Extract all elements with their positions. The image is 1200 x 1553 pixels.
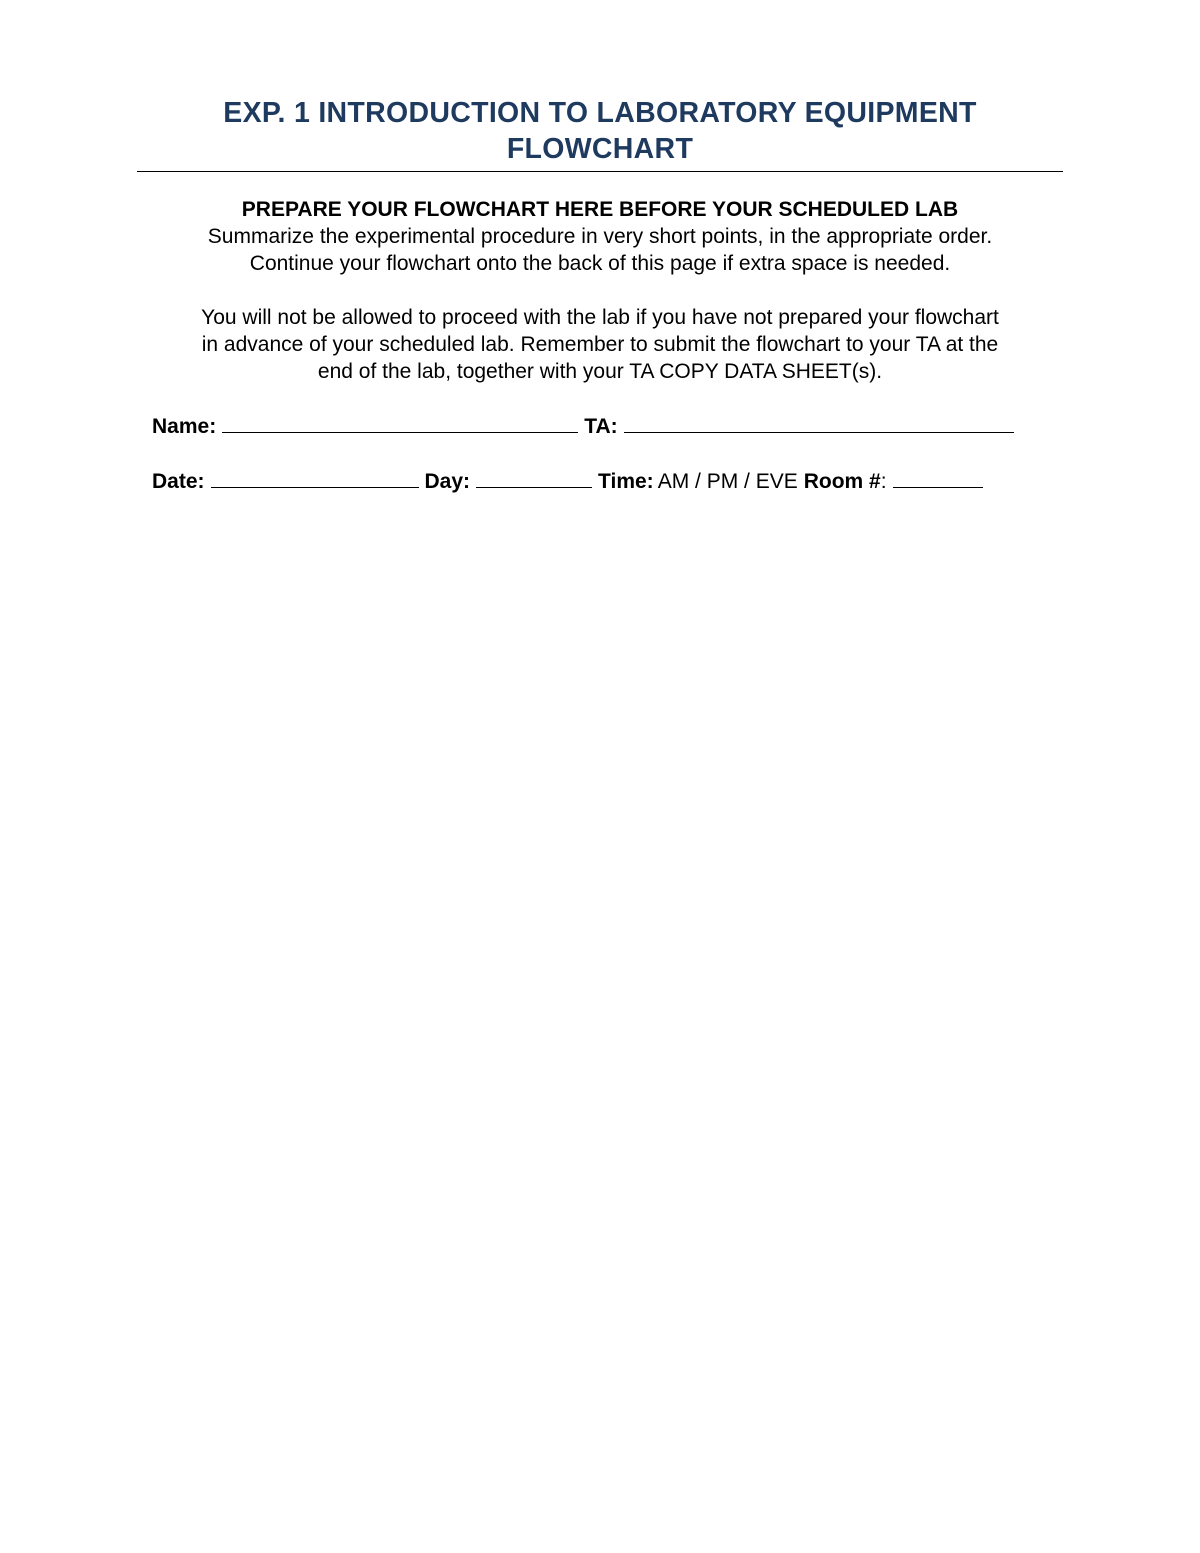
title-line-2: FLOWCHART xyxy=(506,133,694,165)
date-field[interactable] xyxy=(211,468,419,488)
time-options[interactable]: AM / PM / EVE xyxy=(657,470,798,493)
title-block xyxy=(137,95,1063,167)
name-ta-row xyxy=(152,413,1052,441)
instruction-line-1: Summarize the experimental procedure in very short points, in the appropriate order. xyxy=(207,225,993,248)
warning-line-2: in advance of your scheduled lab. Remember to submit the flowchart to your TA at the xyxy=(201,333,999,356)
date-label: Date: xyxy=(152,470,205,493)
instruction-line-2: Continue your flowchart onto the back of this page if extra space is needed. xyxy=(249,252,951,275)
title-divider xyxy=(137,171,1063,172)
room-field[interactable] xyxy=(893,468,983,488)
name-field[interactable] xyxy=(222,413,578,433)
room-label: Room # xyxy=(803,470,881,493)
title-line-1: EXP. 1 INTRODUCTION TO LABORATORY EQUIPMENT xyxy=(223,97,977,129)
page-title xyxy=(137,95,1063,167)
time-label: Time: xyxy=(598,470,654,493)
name-label: Name: xyxy=(152,415,217,438)
warning-line-1: You will not be allowed to proceed with the lab if you have not prepared your flowchart xyxy=(201,306,999,329)
instructions-block xyxy=(137,196,1063,385)
instructions-heading: PREPARE YOUR FLOWCHART HERE BEFORE YOUR SCHEDULED LAB xyxy=(241,198,959,221)
room-colon: : xyxy=(880,470,887,493)
ta-label: TA: xyxy=(584,415,618,438)
warning-line-3: end of the lab, together with your TA COPY DATA SHEET(s). xyxy=(317,360,883,383)
ta-field[interactable] xyxy=(624,413,1014,433)
student-info-fields xyxy=(152,413,1052,496)
date-time-row xyxy=(152,468,1052,496)
day-field[interactable] xyxy=(476,468,592,488)
day-label: Day: xyxy=(424,470,471,493)
